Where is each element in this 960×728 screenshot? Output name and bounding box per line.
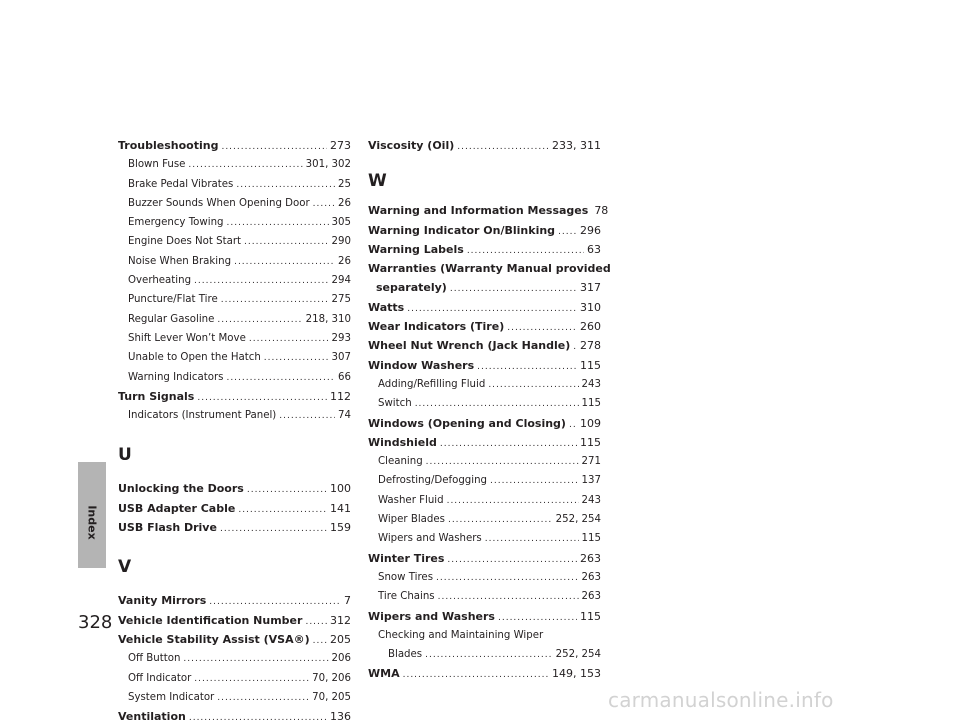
index-subentry[interactable]: Puncture/Flat Tire ..... 275	[118, 290, 351, 309]
index-entry[interactable]: Unlocking the Doors ..... 100	[118, 479, 351, 498]
section-letter-v: V	[118, 557, 132, 578]
index-subentry[interactable]: Off Indicator ..... 70, 206	[118, 669, 351, 688]
index-subentry[interactable]: Buzzer Sounds When Opening Door ..... 26	[118, 194, 351, 213]
index-entry-windshield[interactable]: Windshield ..... 115	[368, 433, 601, 452]
index-subentry[interactable]: Blown Fuse ..... 301, 302	[118, 155, 351, 174]
index-subentry[interactable]: Cleaning ..... 271	[368, 452, 601, 471]
side-tab-top-blank	[78, 0, 106, 462]
section-letter-u: U	[118, 445, 132, 466]
index-entry-wipers-and-washers[interactable]: Wipers and Washers ..... 115	[368, 607, 601, 626]
index-subentry[interactable]: Unable to Open the Hatch ..... 307	[118, 348, 351, 367]
index-subentry[interactable]: Defrosting/Defogging ..... 137	[368, 471, 601, 490]
index-subentry[interactable]: Switch ..... 115	[368, 394, 601, 413]
index-entry-ventilation[interactable]: Ventilation ..... 136	[118, 707, 351, 726]
index-subentry[interactable]: Washer Fluid ..... 243	[368, 491, 601, 510]
index-entry[interactable]: Warning Indicator On/Blinking ..... 296	[368, 221, 601, 240]
page-number: 328	[78, 612, 113, 633]
index-subentry-wiper-blades[interactable]: Blades ..... 252, 254	[368, 645, 601, 664]
index-entry-windows[interactable]: Windows (Opening and Closing) ..... 109	[368, 414, 601, 433]
index-entry-viscosity[interactable]: Viscosity (Oil) ..... 233, 311	[368, 136, 601, 155]
index-entry-vin[interactable]: Vehicle Identification Number ..... 312	[118, 611, 351, 630]
index-subentry[interactable]: Wiper Blades ..... 252, 254	[368, 510, 601, 529]
index-entry-wma[interactable]: WMA ..... 149, 153	[368, 664, 601, 683]
index-subentry[interactable]: Adding/Refilling Fluid ..... 243	[368, 375, 601, 394]
index-entry[interactable]: Warning and Information Messages 78	[368, 204, 609, 218]
index-tab-label: Index	[85, 504, 99, 540]
index-entry-wheel-nut-wrench[interactable]: Wheel Nut Wrench (Jack Handle) ..... 278	[368, 336, 601, 355]
index-entry[interactable]: USB Adapter Cable ..... 141	[118, 499, 351, 518]
index-subentry[interactable]: Shift Lever Won’t Move ..... 293	[118, 329, 351, 348]
index-subentry[interactable]: Wipers and Washers ..... 115	[368, 529, 601, 548]
index-entry-warranties-line1[interactable]: Warranties (Warranty Manual provided	[368, 262, 611, 276]
index-entry[interactable]: Warning Labels ..... 63	[368, 240, 601, 259]
index-subentry[interactable]: Indicators (Instrument Panel) ..... 74	[118, 406, 351, 425]
index-subentry[interactable]: Emergency Towing ..... 305	[118, 213, 351, 232]
index-subentry[interactable]: Engine Does Not Start ..... 290	[118, 232, 351, 251]
index-column-right	[368, 136, 611, 684]
index-subentry[interactable]: Noise When Braking ..... 26	[118, 252, 351, 271]
index-entry-wear-indicators[interactable]: Wear Indicators (Tire) ..... 260	[368, 317, 601, 336]
index-subentry[interactable]: Overheating ..... 294	[118, 271, 351, 290]
index-subentry[interactable]: System Indicator ..... 70, 205	[118, 688, 351, 707]
index-subentry[interactable]: Tire Chains ..... 263	[368, 587, 601, 606]
section-letter-w: W	[368, 171, 387, 192]
index-subentry[interactable]: Brake Pedal Vibrates ..... 25	[118, 175, 351, 194]
index-subentry[interactable]: Warning Indicators ..... 66	[118, 368, 351, 387]
index-entry-turn-signals[interactable]: Turn Signals ..... 112	[118, 387, 351, 406]
index-subentry[interactable]: Regular Gasoline ..... 218, 310	[118, 310, 351, 329]
index-entry-watts[interactable]: Watts ..... 310	[368, 298, 601, 317]
watermark: carmanualsonline.info	[608, 688, 834, 712]
index-subentry[interactable]: Off Button ..... 206	[118, 649, 351, 668]
index-column-left	[118, 136, 351, 726]
index-entry-troubleshooting[interactable]: Troubleshooting ..... 273	[118, 136, 351, 155]
index-entry[interactable]: USB Flash Drive ..... 159	[118, 518, 351, 537]
index-entry-warranties[interactable]: separately) ..... 317	[368, 278, 601, 297]
index-subentry[interactable]: Snow Tires ..... 263	[368, 568, 601, 587]
index-subentry-wiper-blades-line1[interactable]: Checking and Maintaining Wiper	[378, 629, 544, 641]
index-entry-vanity-mirrors[interactable]: Vanity Mirrors ..... 7	[118, 591, 351, 610]
index-entry-window-washers[interactable]: Window Washers ..... 115	[368, 356, 601, 375]
index-entry-winter-tires[interactable]: Winter Tires ..... 263	[368, 549, 601, 568]
index-entry-vsa[interactable]: Vehicle Stability Assist (VSA®) ..... 205	[118, 630, 351, 649]
